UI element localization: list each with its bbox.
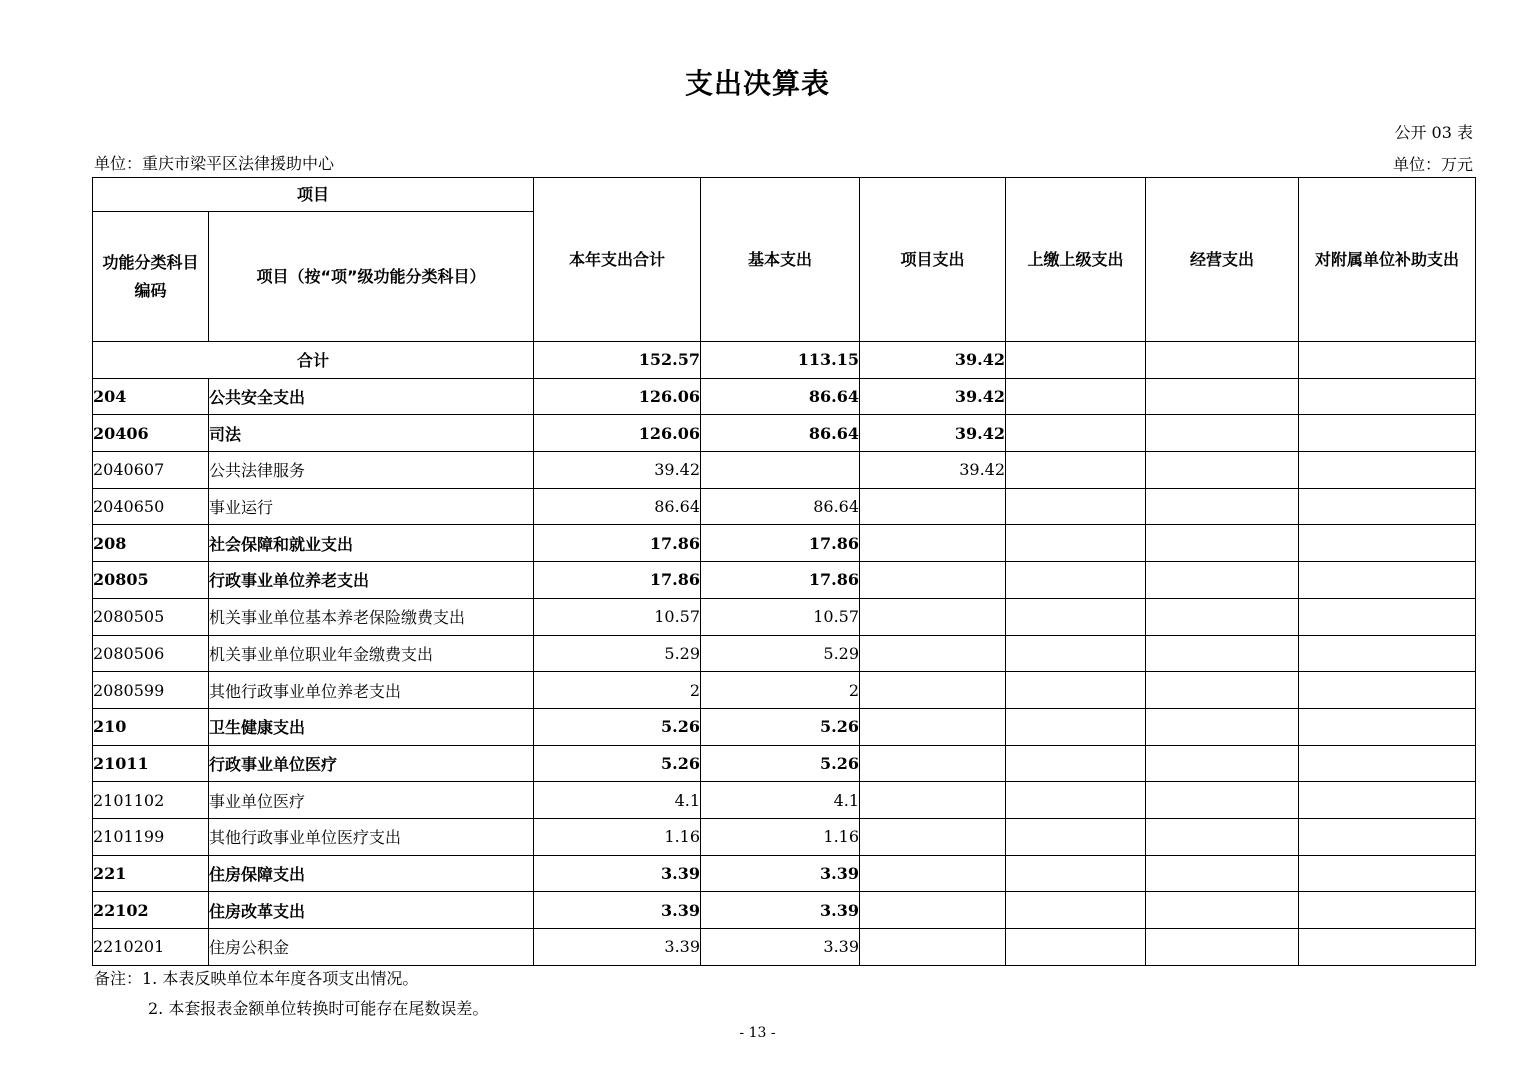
cell-total: 86.64: [534, 488, 701, 525]
cell-code: 21011: [93, 745, 209, 782]
expenditure-table: [92, 177, 1476, 966]
cell-upper: [1006, 855, 1146, 892]
total-cell-subsidy: [1299, 342, 1476, 379]
cell-project: [860, 818, 1006, 855]
cell-name: 社会保障和就业支出: [209, 525, 534, 562]
cell-total: 1.16: [534, 818, 701, 855]
cell-business: [1146, 562, 1299, 599]
table-row: [93, 488, 1476, 525]
cell-business: [1146, 598, 1299, 635]
cell-code: 22102: [93, 892, 209, 929]
header-code: 功能分类科目编码: [93, 212, 209, 342]
cell-code: 2080599: [93, 672, 209, 709]
cell-code: 2040607: [93, 452, 209, 489]
cell-total: 3.39: [534, 855, 701, 892]
total-row: [93, 342, 1476, 379]
cell-project: [860, 855, 1006, 892]
cell-basic: 5.26: [701, 745, 860, 782]
cell-business: [1146, 635, 1299, 672]
cell-business: [1146, 855, 1299, 892]
cell-name: 住房保障支出: [209, 855, 534, 892]
table-row: [93, 782, 1476, 819]
cell-code: 2101199: [93, 818, 209, 855]
cell-basic: 10.57: [701, 598, 860, 635]
header-name: 项目（按“项”级功能分类科目）: [209, 212, 534, 342]
cell-project: [860, 598, 1006, 635]
cell-business: [1146, 745, 1299, 782]
cell-subsidy: [1299, 892, 1476, 929]
cell-business: [1146, 672, 1299, 709]
cell-upper: [1006, 892, 1146, 929]
cell-upper: [1006, 929, 1146, 966]
cell-total: 3.39: [534, 892, 701, 929]
cell-upper: [1006, 598, 1146, 635]
cell-subsidy: [1299, 782, 1476, 819]
cell-subsidy: [1299, 378, 1476, 415]
cell-business: [1146, 782, 1299, 819]
total-label: 合计: [93, 342, 534, 379]
cell-project: [860, 708, 1006, 745]
cell-code: 2040650: [93, 488, 209, 525]
cell-subsidy: [1299, 635, 1476, 672]
table-row: [93, 415, 1476, 452]
cell-basic: 17.86: [701, 525, 860, 562]
page-number: - 13 -: [739, 1025, 776, 1041]
cell-subsidy: [1299, 562, 1476, 599]
total-cell-basic: 113.15: [701, 342, 860, 379]
cell-code: 2101102: [93, 782, 209, 819]
cell-total: 126.06: [534, 415, 701, 452]
cell-subsidy: [1299, 488, 1476, 525]
cell-upper: [1006, 745, 1146, 782]
cell-business: [1146, 488, 1299, 525]
table-row: [93, 892, 1476, 929]
total-cell-business: [1146, 342, 1299, 379]
cell-basic: 17.86: [701, 562, 860, 599]
cell-upper: [1006, 818, 1146, 855]
cell-business: [1146, 929, 1299, 966]
cell-total: 17.86: [534, 525, 701, 562]
cell-subsidy: [1299, 452, 1476, 489]
cell-name: 行政事业单位养老支出: [209, 562, 534, 599]
cell-total: 17.86: [534, 562, 701, 599]
cell-total: 39.42: [534, 452, 701, 489]
cell-basic: 1.16: [701, 818, 860, 855]
total-cell-total: 152.57: [534, 342, 701, 379]
header-subsidy: 对附属单位补助支出: [1299, 178, 1476, 342]
cell-basic: 4.1: [701, 782, 860, 819]
unit-organization: 单位：重庆市梁平区法律援助中心: [94, 154, 335, 173]
header-project-expense: 项目支出: [860, 178, 1006, 342]
cell-name: 公共安全支出: [209, 378, 534, 415]
table-row: [93, 672, 1476, 709]
unit-currency: 单位：万元: [1392, 155, 1473, 174]
cell-project: [860, 488, 1006, 525]
cell-upper: [1006, 525, 1146, 562]
cell-subsidy: [1299, 525, 1476, 562]
cell-basic: 86.64: [701, 488, 860, 525]
cell-project: [860, 745, 1006, 782]
cell-basic: 86.64: [701, 378, 860, 415]
cell-code: 221: [93, 855, 209, 892]
cell-basic: [701, 452, 860, 489]
cell-code: 20805: [93, 562, 209, 599]
header-project: 项目: [93, 178, 534, 212]
cell-upper: [1006, 672, 1146, 709]
cell-code: 208: [93, 525, 209, 562]
cell-business: [1146, 415, 1299, 452]
cell-name: 机关事业单位基本养老保险缴费支出: [209, 598, 534, 635]
table-row: [93, 525, 1476, 562]
cell-upper: [1006, 488, 1146, 525]
cell-total: 5.26: [534, 708, 701, 745]
table-row: [93, 708, 1476, 745]
cell-project: 39.42: [860, 415, 1006, 452]
cell-name: 行政事业单位医疗: [209, 745, 534, 782]
header-upper: 上缴上级支出: [1006, 178, 1146, 342]
cell-basic: 2: [701, 672, 860, 709]
cell-business: [1146, 378, 1299, 415]
cell-name: 住房公积金: [209, 929, 534, 966]
total-cell-project: 39.42: [860, 342, 1006, 379]
header-basic: 基本支出: [701, 178, 860, 342]
table-row: [93, 818, 1476, 855]
cell-code: 210: [93, 708, 209, 745]
cell-total: 4.1: [534, 782, 701, 819]
cell-subsidy: [1299, 708, 1476, 745]
cell-name: 其他行政事业单位养老支出: [209, 672, 534, 709]
table-row: [93, 929, 1476, 966]
cell-total: 126.06: [534, 378, 701, 415]
cell-business: [1146, 452, 1299, 489]
cell-upper: [1006, 782, 1146, 819]
cell-project: [860, 672, 1006, 709]
table-row: [93, 378, 1476, 415]
table-row: [93, 855, 1476, 892]
table-number: 公开 03 表: [1394, 123, 1473, 142]
cell-business: [1146, 525, 1299, 562]
table-row: [93, 745, 1476, 782]
cell-total: 2: [534, 672, 701, 709]
table-row: [93, 452, 1476, 489]
cell-basic: 5.29: [701, 635, 860, 672]
cell-code: 2210201: [93, 929, 209, 966]
cell-upper: [1006, 562, 1146, 599]
note-1: 备注：1. 本表反映单位本年度各项支出情况。: [94, 969, 419, 988]
cell-name: 卫生健康支出: [209, 708, 534, 745]
cell-basic: 5.26: [701, 708, 860, 745]
cell-total: 10.57: [534, 598, 701, 635]
cell-subsidy: [1299, 818, 1476, 855]
header-business: 经营支出: [1146, 178, 1299, 342]
cell-project: [860, 892, 1006, 929]
cell-total: 3.39: [534, 929, 701, 966]
cell-name: 住房改革支出: [209, 892, 534, 929]
table-row: [93, 562, 1476, 599]
cell-subsidy: [1299, 415, 1476, 452]
table-row: [93, 598, 1476, 635]
cell-total: 5.29: [534, 635, 701, 672]
cell-name: 事业单位医疗: [209, 782, 534, 819]
cell-upper: [1006, 452, 1146, 489]
cell-code: 2080505: [93, 598, 209, 635]
cell-subsidy: [1299, 598, 1476, 635]
cell-subsidy: [1299, 672, 1476, 709]
cell-upper: [1006, 415, 1146, 452]
cell-name: 司法: [209, 415, 534, 452]
cell-basic: 3.39: [701, 892, 860, 929]
cell-name: 公共法律服务: [209, 452, 534, 489]
header-total: 本年支出合计: [534, 178, 701, 342]
cell-basic: 86.64: [701, 415, 860, 452]
cell-project: [860, 782, 1006, 819]
cell-subsidy: [1299, 745, 1476, 782]
cell-name: 机关事业单位职业年金缴费支出: [209, 635, 534, 672]
cell-business: [1146, 892, 1299, 929]
cell-basic: 3.39: [701, 929, 860, 966]
cell-upper: [1006, 708, 1146, 745]
cell-upper: [1006, 378, 1146, 415]
cell-business: [1146, 818, 1299, 855]
cell-project: [860, 929, 1006, 966]
note-2: 2. 本套报表金额单位转换时可能存在尾数误差。: [148, 999, 489, 1018]
cell-business: [1146, 708, 1299, 745]
cell-project: [860, 525, 1006, 562]
table-row: [93, 635, 1476, 672]
cell-basic: 3.39: [701, 855, 860, 892]
cell-project: [860, 635, 1006, 672]
cell-name: 其他行政事业单位医疗支出: [209, 818, 534, 855]
cell-name: 事业运行: [209, 488, 534, 525]
cell-code: 204: [93, 378, 209, 415]
page-title: 支出决算表: [684, 67, 830, 100]
cell-project: 39.42: [860, 452, 1006, 489]
cell-subsidy: [1299, 855, 1476, 892]
cell-total: 5.26: [534, 745, 701, 782]
total-cell-upper: [1006, 342, 1146, 379]
cell-upper: [1006, 635, 1146, 672]
cell-code: 20406: [93, 415, 209, 452]
cell-project: [860, 562, 1006, 599]
cell-project: 39.42: [860, 378, 1006, 415]
cell-code: 2080506: [93, 635, 209, 672]
cell-subsidy: [1299, 929, 1476, 966]
